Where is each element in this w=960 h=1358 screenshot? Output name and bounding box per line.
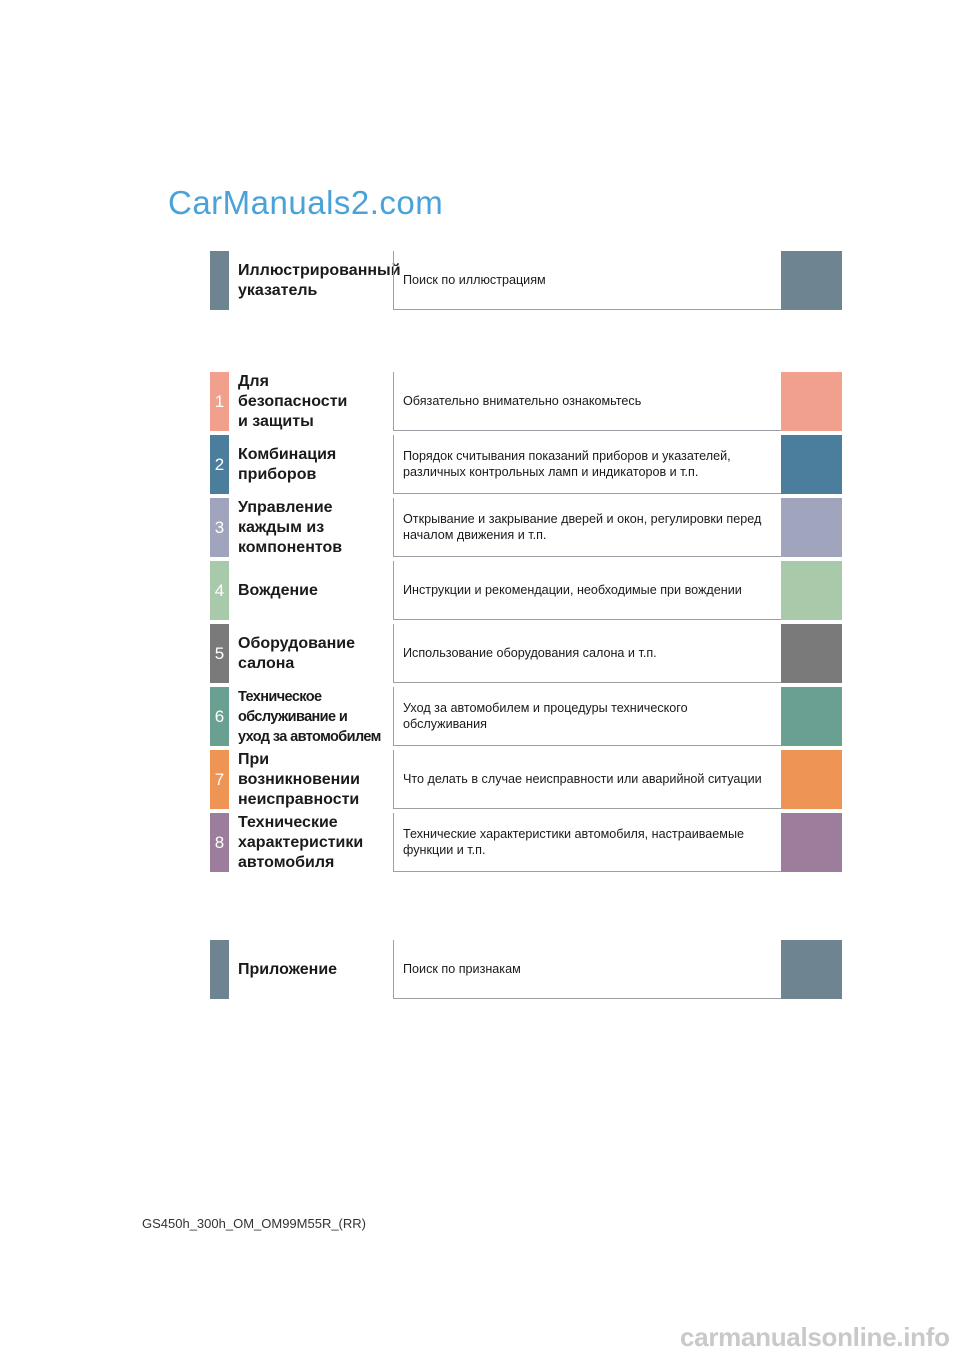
section-title: Оборудование салона	[238, 634, 356, 672]
section-description: Использование оборудования салона и т.п.	[393, 624, 781, 683]
section-color-tab	[781, 561, 842, 620]
toc-row-section-2[interactable]	[210, 435, 842, 494]
section-color-tab	[781, 940, 842, 999]
section-description: Открывание и закрывание дверей и окон, регулировки перед началом движения и т.п.	[393, 498, 781, 557]
section-color-tab	[781, 750, 842, 809]
section-number: 1	[210, 372, 229, 431]
toc-row-illustrated-index[interactable]	[210, 251, 842, 310]
section-description: Обязательно внимательно ознакомьтесь	[393, 372, 781, 431]
section-color-tab	[781, 498, 842, 557]
section-color-tab	[781, 372, 842, 431]
section-title: Управление каждым из компонентов	[238, 498, 343, 556]
section-color-tab	[781, 687, 842, 746]
watermark-logo-top: CarManuals2.com	[168, 184, 444, 221]
section-title: Приложение	[238, 960, 338, 978]
section-description: Что делать в случае неисправности или аварийной ситуации	[393, 750, 781, 809]
section-description: Порядок считывания показаний приборов и указателей, различных контрольных ламп и индикаторов и т.п.	[393, 435, 781, 494]
section-title: Технические характеристики автомобиля	[238, 813, 364, 871]
section-description: Уход за автомобилем и процедуры технического обслуживания	[393, 687, 781, 746]
toc-row-section-6[interactable]	[210, 687, 842, 746]
section-description: Инструкции и рекомендации, необходимые при вождении	[393, 561, 781, 620]
watermark-logo-bottom: carmanualsonline.info	[680, 1322, 950, 1352]
section-color-tab	[781, 435, 842, 494]
document-code: GS450h_300h_OM_OM99M55R_(RR)	[142, 1216, 366, 1231]
section-description: Поиск по иллюстрациям	[393, 251, 781, 310]
section-number: 2	[210, 435, 229, 494]
section-title: Техническое обслуживание и уход за автомобилем	[238, 688, 381, 745]
section-description: Поиск по признакам	[393, 940, 781, 999]
section-color-tab	[781, 624, 842, 683]
toc-row-appendix[interactable]	[210, 940, 842, 999]
section-number: 4	[210, 561, 229, 620]
section-title: Для безопасности и защиты	[238, 372, 348, 430]
section-color-tab	[781, 251, 842, 310]
section-number: 5	[210, 624, 229, 683]
section-number: 7	[210, 750, 229, 809]
section-title: Комбинация приборов	[238, 445, 337, 483]
toc-row-section-4[interactable]	[210, 561, 842, 620]
toc-row-section-7[interactable]	[210, 750, 842, 809]
section-title: При возникновении неисправности	[238, 750, 360, 808]
section-description: Технические характеристики автомобиля, настраиваемые функции и т.п.	[393, 813, 781, 872]
toc-row-section-1[interactable]	[210, 372, 842, 431]
toc-row-section-3[interactable]	[210, 498, 842, 557]
section-title: Вождение	[238, 581, 318, 599]
section-color-tab	[781, 813, 842, 872]
toc-row-section-5[interactable]	[210, 624, 842, 683]
section-number	[210, 940, 229, 999]
section-title: Иллюстрированный указатель	[238, 261, 401, 299]
toc-row-section-8[interactable]	[210, 813, 842, 872]
section-number: 8	[210, 813, 229, 872]
section-number	[210, 251, 229, 310]
section-number: 3	[210, 498, 229, 557]
section-number: 6	[210, 687, 229, 746]
